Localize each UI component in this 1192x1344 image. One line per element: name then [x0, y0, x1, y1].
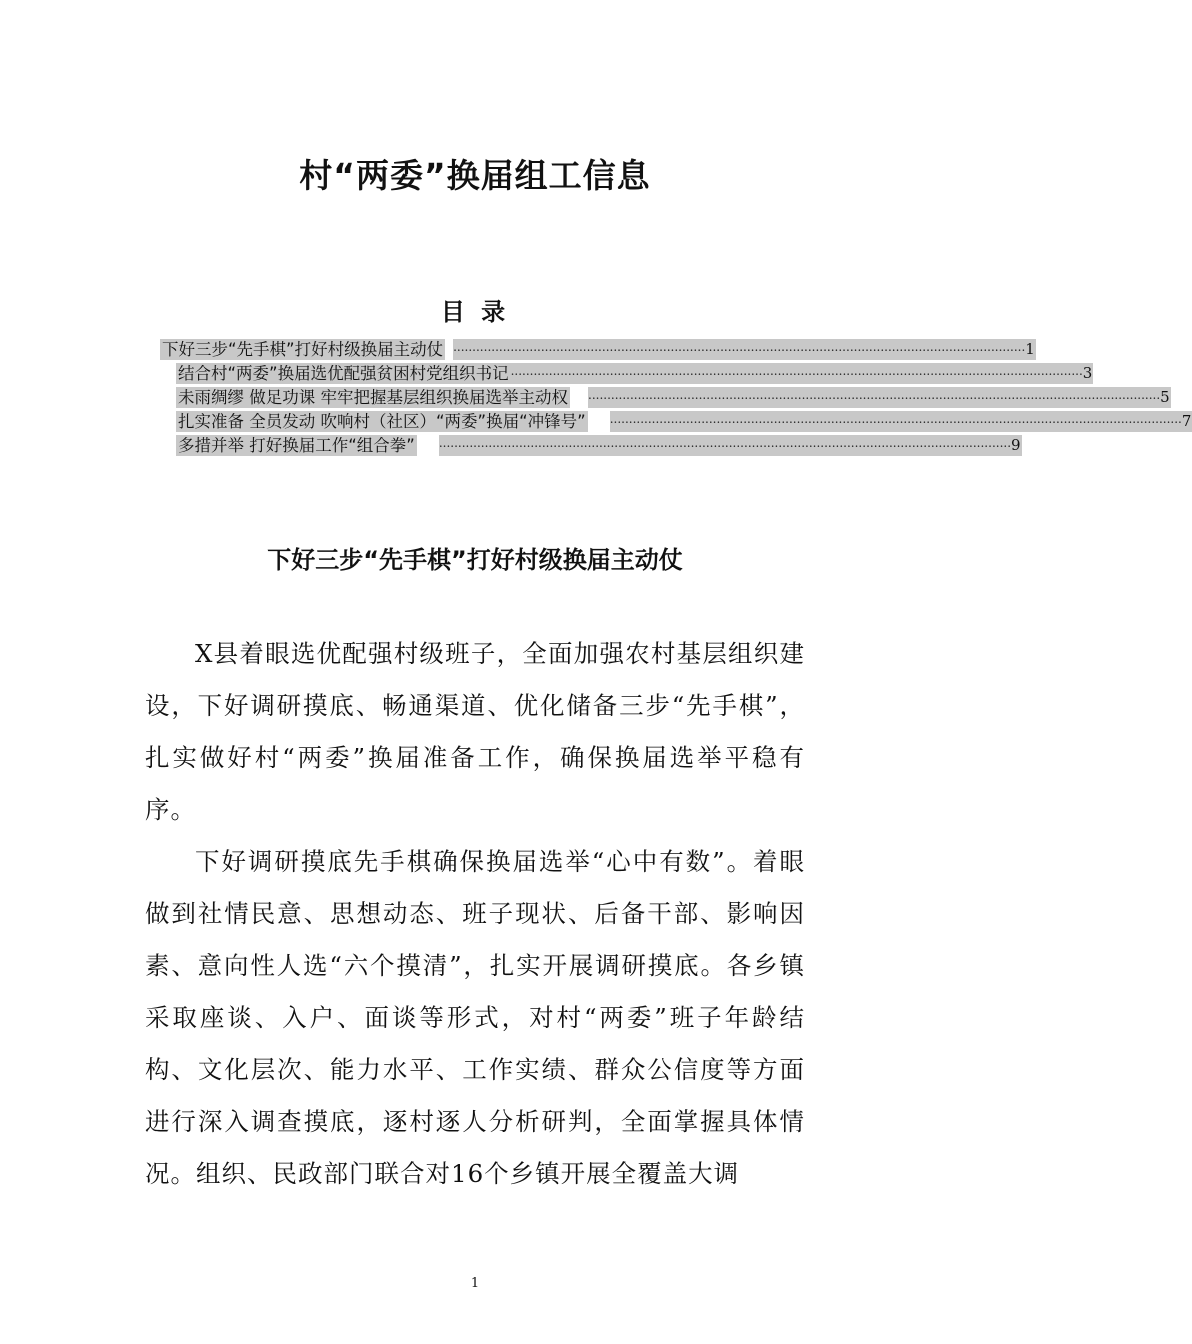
toc-entry-page: 5: [1160, 387, 1170, 406]
toc-entry-page: 1: [1025, 339, 1035, 358]
toc-leader-dots: ......................................................................................................................................................: [439, 435, 1011, 456]
toc-entry-label: 结合村“两委”换届选优配强贫困村党组织书记: [178, 363, 509, 383]
body-paragraph: X县着眼选优配强村级班子，全面加强农村基层组织建设，下好调研摸底、畅通渠道、优化储备三步“先手棋”，扎实做好村“两委”换届准备工作，确保换届选举平稳有序。: [145, 639, 805, 824]
toc-entry[interactable]: [160, 409, 1192, 433]
toc-entry[interactable]: [160, 337, 1035, 361]
toc-leader-dots: ......................................................................................................................................................: [610, 411, 1182, 432]
article-body: [145, 628, 805, 1200]
toc-entry-label: 多措并举 打好换届工作“组合拳”: [178, 435, 415, 455]
toc-leader-dots: ......................................................................................................................................................: [511, 363, 1083, 384]
toc-entry-page: 9: [1011, 435, 1021, 454]
toc-entry-label: 扎实准备 全员发动 吹响村（社区）“两委”换届“冲锋号”: [178, 411, 586, 431]
toc-leader-dots: ......................................................................................................................................................: [453, 339, 1025, 360]
toc-entry-label: 下好三步“先手棋”打好村级换届主动仗: [162, 339, 444, 359]
toc-entry[interactable]: [160, 433, 1021, 457]
toc-entry[interactable]: [160, 385, 1170, 409]
toc-entry-page: 3: [1082, 363, 1093, 382]
toc-entry-label: 未雨绸缪 做足功课 牢牢把握基层组织换届选举主动权: [178, 387, 568, 407]
toc-entry-page: 7: [1181, 411, 1192, 430]
toc-leader-dots: ......................................................................................................................................................: [588, 387, 1160, 408]
table-of-contents: [160, 337, 1192, 457]
page-number: 1: [470, 1276, 480, 1291]
body-paragraph: 下好调研摸底先手棋确保换届选举“心中有数”。着眼做到社情民意、思想动态、班子现状、后备干部、影响因素、意向性人选“六个摸清”，扎实开展调研摸底。各乡镇采取座谈、入户、面谈等形式，对村“两委”班子年龄结构、文化层次、能力水平、工作实绩、群众公信度等方面进行深入调查摸底，逐村逐人分析研判，全面掌握具体情况。组织、民政部门联合对16个乡镇开展全覆盖大调: [145, 847, 805, 1188]
toc-heading: 目 录: [440, 298, 510, 326]
toc-entry[interactable]: [160, 361, 1093, 385]
article-title: 下好三步“先手棋”打好村级换届主动仗: [267, 546, 683, 574]
document-title: 村“两委”换届组工信息: [299, 156, 651, 195]
